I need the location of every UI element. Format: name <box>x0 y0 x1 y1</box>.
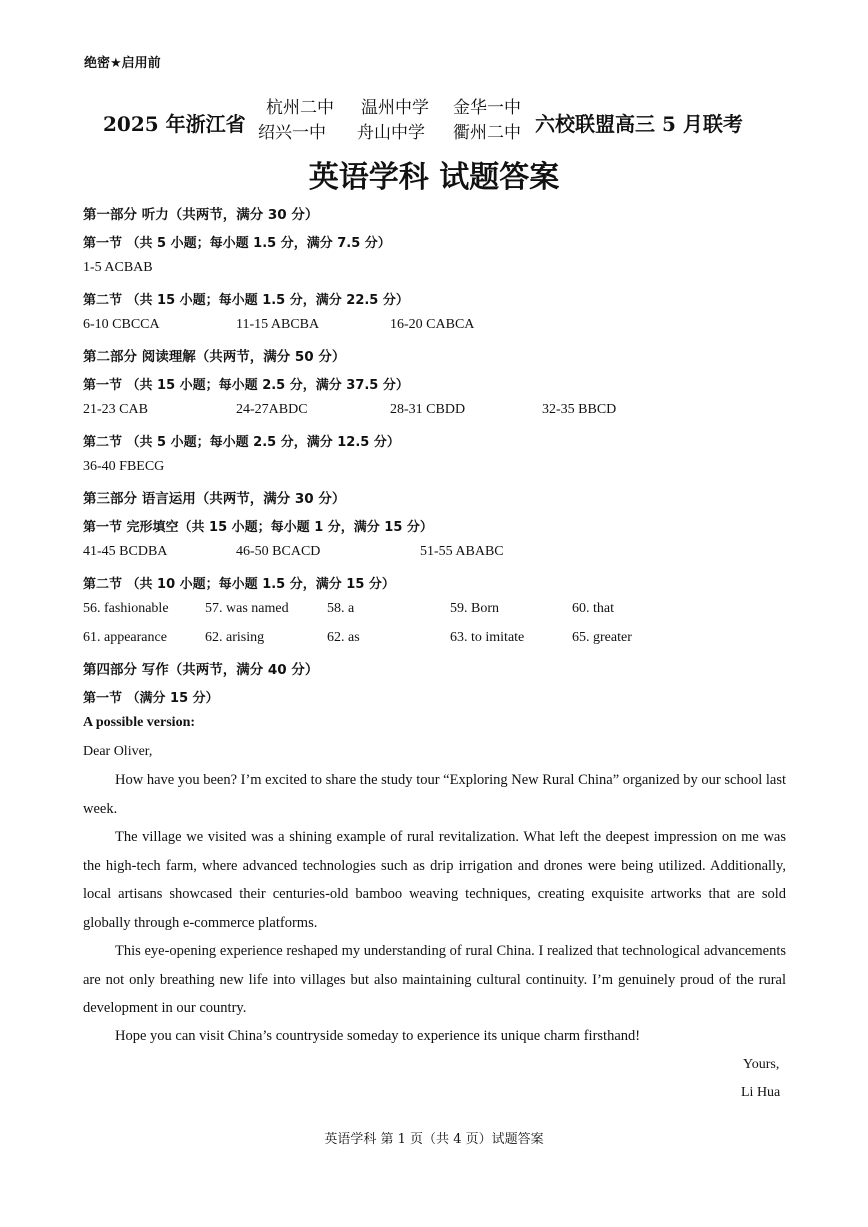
part4-heading: 第四部分 写作（共两节，满分 40 分） <box>83 662 319 678</box>
part4-section1-heading: 第一节 （满分 15 分） <box>83 691 219 706</box>
answer-group: 46-50 BCACD <box>236 544 321 559</box>
answer-group: 16-20 CABCA <box>390 317 475 332</box>
school-name: 金华一中 <box>453 98 521 118</box>
part1-section1-heading: 第一节 （共 5 小题；每小题 1.5 分，满分 7.5 分） <box>83 236 391 251</box>
part2-section1-heading: 第一节 （共 15 小题；每小题 2.5 分，满分 37.5 分） <box>83 378 409 393</box>
answer-group: 6-10 CBCCA <box>83 317 160 332</box>
fill-answer: 61. appearance <box>83 630 167 645</box>
fill-answer: 57. was named <box>205 601 289 616</box>
fill-answer: 62. as <box>327 630 360 645</box>
answer-group: 24-27ABDC <box>236 402 308 417</box>
part3-heading: 第三部分 语言运用（共两节，满分 30 分） <box>83 491 346 507</box>
page-title: 英语学科 试题答案 <box>308 160 560 195</box>
letter-paragraph: The village we visited was a shining example of rural revitalization. What left the deepest impression on me was the high-tech farm, where advanced technologies such as drip irrigation and drones were being utilized. Additionally, local artisans showcased their centuries-old bamboo weaving techniques, creating exquisite artworks that are sold globally through e-commerce platforms. <box>83 829 786 931</box>
letter-paragraph: Hope you can visit China’s countryside someday to experience its unique charm firsthand! <box>115 1028 641 1044</box>
fill-answer: 59. Born <box>450 601 499 616</box>
letter-greeting: Dear Oliver, <box>83 744 153 759</box>
answer-group: 21-23 CAB <box>83 402 148 417</box>
answer-group: 36-40 FBECG <box>83 459 165 474</box>
fill-answer: 56. fashionable <box>83 601 169 616</box>
answer-group: 51-55 ABABC <box>420 544 504 559</box>
letter-paragraph: How have you been? I’m excited to share the study tour “Exploring New Rural China” organized by our school last week. <box>83 772 786 817</box>
part3-section2-heading: 第二节 （共 10 小题；每小题 1.5 分，满分 15 分） <box>83 577 395 592</box>
exam-title-left: 2025 年浙江省 <box>103 112 246 136</box>
part2-section2-heading: 第二节 （共 5 小题；每小题 2.5 分，满分 12.5 分） <box>83 435 400 450</box>
school-name: 衢州二中 <box>453 123 521 143</box>
exam-title-right: 六校联盟高三 5 月联考 <box>535 112 743 136</box>
school-name: 杭州二中 <box>266 98 334 118</box>
fill-answer: 62. arising <box>205 630 265 645</box>
page-footer: 英语学科 第 1 页（共 4 页）试题答案 <box>324 1132 544 1147</box>
part1-section2-heading: 第二节 （共 15 小题；每小题 1.5 分，满分 22.5 分） <box>83 293 409 308</box>
school-name: 温州中学 <box>361 98 429 118</box>
part3-section1-heading: 第一节 完形填空（共 15 小题；每小题 1 分，满分 15 分） <box>83 520 433 535</box>
answer-group: 32-35 BBCD <box>542 402 617 417</box>
fill-answer: 58. a <box>327 601 355 616</box>
answer-group: 28-31 CBDD <box>390 402 466 417</box>
letter-signature: Li Hua <box>741 1085 781 1100</box>
part2-heading: 第二部分 阅读理解（共两节，满分 50 分） <box>83 349 346 365</box>
answer-group: 41-45 BCDBA <box>83 544 168 559</box>
confidential-label: 绝密★启用前 <box>84 56 161 71</box>
fill-answer: 63. to imitate <box>450 630 525 645</box>
school-name: 绍兴一中 <box>258 123 326 143</box>
answer-group: 1-5 ACBAB <box>83 260 153 275</box>
fill-answer: 65. greater <box>572 630 632 645</box>
part1-heading: 第一部分 听力（共两节，满分 30 分） <box>83 207 319 223</box>
version-label: A possible version: <box>83 715 196 730</box>
answer-group: 11-15 ABCBA <box>236 317 320 332</box>
school-name: 舟山中学 <box>357 123 425 143</box>
fill-answer: 60. that <box>572 601 614 616</box>
letter-paragraph: This eye-opening experience reshaped my understanding of rural China. I realized that technological advancements are not only breathing new life into villages but also maintaining cultural continuity. I’m genuinely proud of the rural development in our country. <box>83 943 786 1017</box>
letter-closing: Yours, <box>743 1057 780 1072</box>
